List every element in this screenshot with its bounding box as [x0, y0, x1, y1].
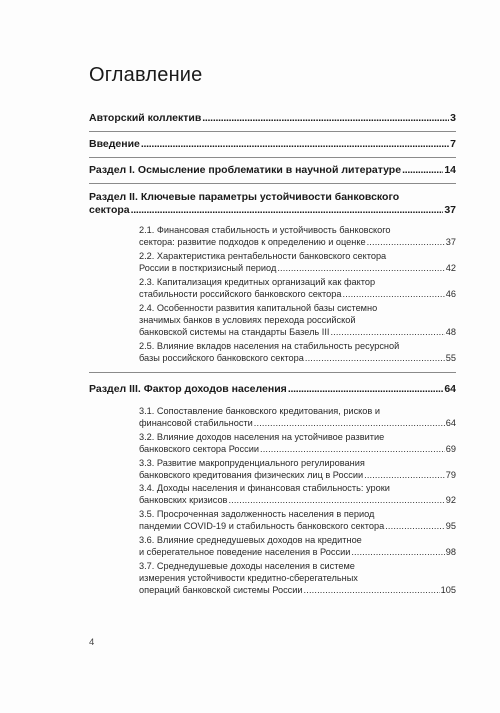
divider — [89, 131, 456, 132]
subentry-line: банковского кредитования физических лиц в России — [139, 470, 364, 480]
subentry-line: и сберегательное поведение населения в России — [139, 547, 351, 557]
subentry-line: базы российского банковского сектора — [139, 353, 304, 363]
toc-entry-introduction[interactable] — [89, 138, 456, 151]
toc-subentry-3-7[interactable] — [139, 560, 456, 596]
subentry-line: банковской системы на стандарты Базель III — [139, 327, 330, 337]
leader-dots — [342, 288, 444, 300]
subentry-line: измерения устойчивости кредитно-сберегательных — [139, 573, 358, 583]
toc-page-number: 64 — [444, 383, 456, 395]
subentry-line: 3.7. Среднедушевые доходы населения в системе — [139, 561, 355, 571]
subentry-line: 2.4. Особенности развития капитальной базы системно — [139, 303, 378, 313]
leader-dots — [260, 443, 445, 455]
toc-subentry-2-3[interactable] — [139, 276, 456, 300]
toc-page-number: 37 — [445, 237, 456, 247]
subentry-line: финансовой стабильности — [139, 418, 253, 428]
toc-entry-label: Авторский коллектив — [89, 112, 202, 124]
leader-dots — [288, 383, 443, 396]
leader-dots — [202, 112, 449, 125]
toc-page-number: 3 — [450, 112, 456, 124]
toc-page-number: 79 — [445, 470, 456, 480]
toc-entry-label: Введение — [89, 138, 140, 150]
subentry-line: 3.4. Доходы населения и финансовая стабильность: уроки — [139, 483, 390, 493]
leader-dots — [131, 204, 444, 217]
toc-subentry-3-5[interactable] — [139, 508, 456, 532]
subentry-line: 2.3. Капитализация кредитных организаций как фактор — [139, 277, 376, 287]
page-title: Оглавление — [89, 64, 203, 86]
subentry-line: значимых банков в условиях перехода российской — [139, 315, 356, 325]
toc-page-number: 46 — [445, 289, 456, 299]
subentry-line: операций банковской системы России — [139, 585, 303, 595]
divider — [89, 157, 456, 158]
subentry-line: России в посткризисный период — [139, 263, 277, 273]
toc-page-number: 95 — [445, 521, 456, 531]
toc-entry-section-1[interactable] — [89, 164, 456, 177]
toc-subentry-2-1[interactable] — [139, 224, 456, 248]
toc-page-number: 98 — [445, 547, 456, 557]
toc-subentry-3-2[interactable] — [139, 431, 456, 455]
subentry-line: 3.6. Влияние среднедушевых доходов на кредитное — [139, 535, 362, 545]
toc-page-number: 92 — [445, 495, 456, 505]
leader-dots — [254, 417, 445, 429]
subentry-line: 2.1. Финансовая стабильность и устойчивость банковского — [139, 225, 391, 235]
subentry-line: банковского сектора России — [139, 444, 259, 454]
toc-page-number: 48 — [445, 327, 456, 337]
toc-page-number: 7 — [450, 138, 456, 150]
leader-dots — [277, 262, 444, 274]
subentry-line: пандемии COVID-19 и стабильность банковского сектора — [139, 521, 385, 531]
toc-page-number: 42 — [445, 263, 456, 273]
toc-entry-authors[interactable] — [89, 112, 456, 125]
toc-entry-section-2[interactable] — [89, 191, 456, 217]
toc-page-number: 69 — [445, 444, 456, 454]
leader-dots — [367, 236, 445, 248]
leader-dots — [385, 520, 445, 532]
leader-dots — [330, 326, 444, 338]
toc-entry-label: Раздел I. Осмысление проблематики в научной литературе — [89, 164, 402, 176]
subentry-line: 3.1. Сопоставление банковского кредитования, рисков и — [139, 406, 380, 416]
toc-subentry-3-1[interactable] — [139, 405, 456, 429]
toc-subentry-2-4[interactable] — [139, 302, 456, 338]
toc-page-number: 14 — [444, 164, 456, 176]
subentry-line: 2.5. Влияние вкладов населения на стабильность ресурсной — [139, 341, 400, 351]
subentry-line: 3.3. Развитие макропруденциального регулирования — [139, 458, 365, 468]
toc-subentry-3-3[interactable] — [139, 457, 456, 481]
toc-page-number: 64 — [445, 418, 456, 428]
leader-dots — [141, 138, 449, 151]
subentry-line: 2.2. Характеристика рентабельности банковского сектора — [139, 251, 387, 261]
toc-subentry-3-4[interactable] — [139, 482, 456, 506]
toc-entry-section-3[interactable] — [89, 383, 456, 396]
toc-subentry-2-2[interactable] — [139, 250, 456, 274]
leader-dots — [228, 494, 444, 506]
toc-entry-label-cont: сектора — [89, 204, 130, 216]
subentry-line: 3.2. Влияние доходов населения на устойчивое развитие — [139, 432, 385, 442]
toc-page-number: 37 — [444, 204, 456, 216]
leader-dots — [402, 164, 443, 177]
divider — [89, 183, 456, 184]
toc-entry-label: Раздел II. Ключевые параметры устойчивости банковского — [89, 191, 400, 203]
toc-page-number: 55 — [445, 353, 456, 363]
leader-dots — [351, 546, 444, 558]
page-number: 4 — [89, 637, 95, 648]
leader-dots — [364, 469, 445, 481]
toc-entry-label: Раздел III. Фактор доходов населения — [89, 383, 287, 395]
subentry-line: банковских кризисов — [139, 495, 228, 505]
subentry-line: стабильности российского банковского сектора — [139, 289, 342, 299]
toc-subentry-3-6[interactable] — [139, 534, 456, 558]
toc-subentry-2-5[interactable] — [139, 340, 456, 364]
leader-dots — [304, 584, 440, 596]
subentry-line: сектора: развитие подходов к определению и оценке — [139, 237, 366, 247]
leader-dots — [305, 352, 445, 364]
divider — [89, 372, 456, 373]
subentry-line: 3.5. Просроченная задолженность населения в период — [139, 509, 375, 519]
toc-page-number: 105 — [440, 585, 456, 595]
